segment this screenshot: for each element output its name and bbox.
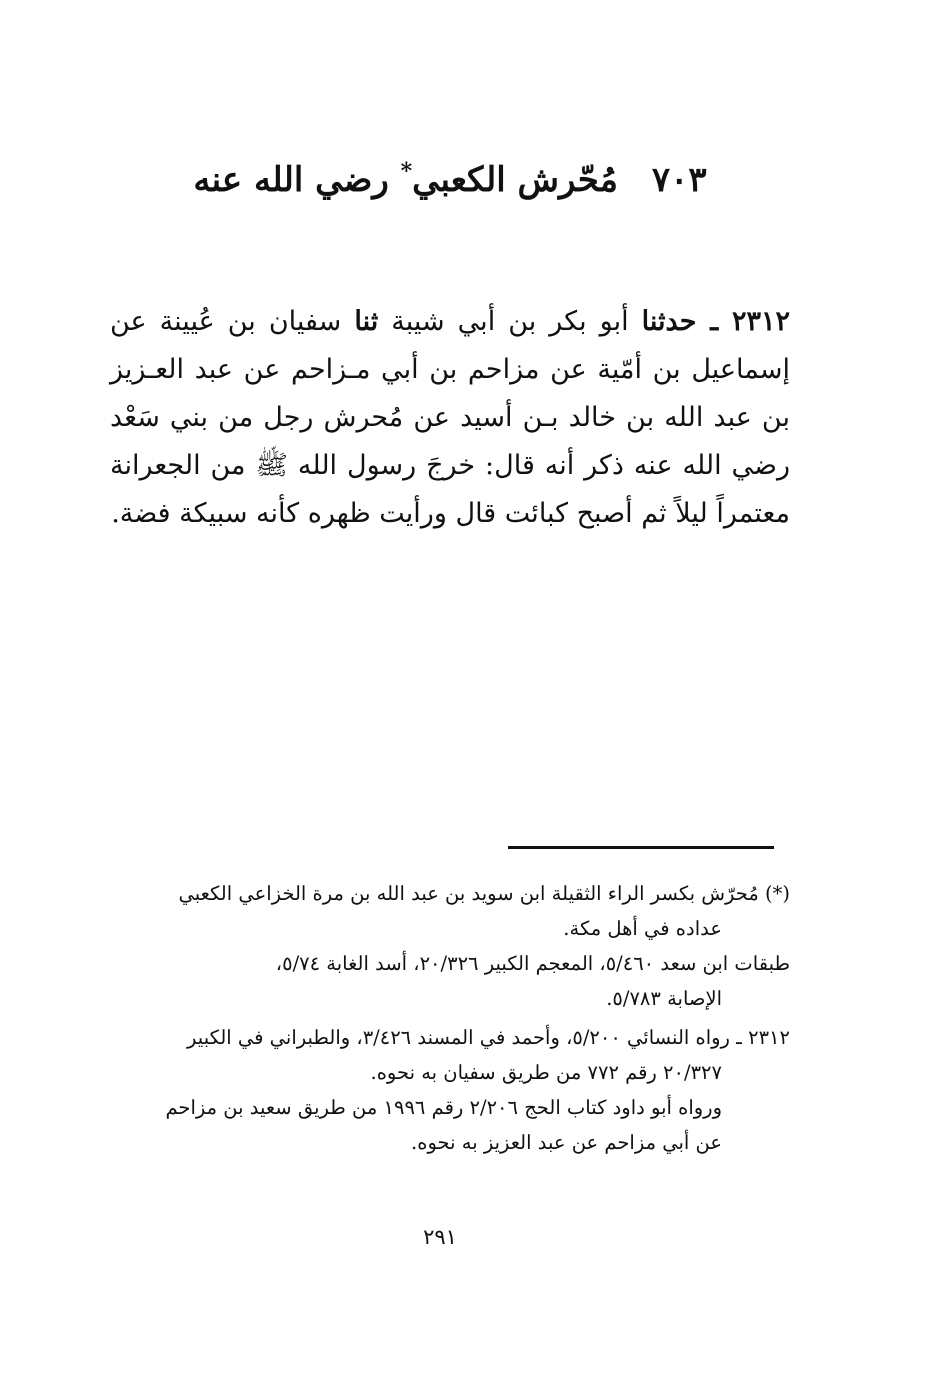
- chapter-title: مُحّرش الكعبي: [412, 160, 618, 200]
- footnote-star-sources-line2: الإصابة ٥/٧٨٣.: [606, 987, 722, 1010]
- hadith-text: [110, 298, 790, 538]
- footnote-hadith-line4: عن أبي مزاحم عن عبد العزيز به نحوه.: [411, 1131, 722, 1154]
- footnote-hadith-line1: ٢٣١٢ ـ رواه النسائي ٥/٢٠٠، وأحمد في المسند ٣/٤٢٦، والطبراني في الكبير: [187, 1026, 790, 1049]
- footnote-star-sources: [110, 946, 790, 1016]
- footnote-star-line1: مُحرّش بكسر الراء الثقيلة ابن سويد بن عبد الله بن مرة الخزاعي الكعبي: [178, 882, 759, 905]
- footnote-star-marker: (*): [765, 882, 790, 905]
- footnote-hadith: [110, 1020, 790, 1160]
- footnote-hadith-line2: ٢٠/٣٢٧ رقم ٧٧٢ من طريق سفيان به نحوه.: [370, 1061, 722, 1084]
- hadith-bold-word: ثنا: [354, 306, 379, 337]
- footnote-star: [110, 876, 790, 946]
- hadith-number: ٢٣١٢ ـ حدثنا: [641, 306, 791, 337]
- footnote-divider: [508, 846, 774, 849]
- footnote-marker: *: [400, 158, 413, 185]
- footnote-star-line2: عداده في أهل مكة.: [563, 917, 722, 940]
- footnote-hadith-line3: ورواه أبو داود كتاب الحج ٢/٢٠٦ رقم ١٩٩٦ من طريق سعيد بن مزاحم: [165, 1096, 722, 1119]
- page-number: ٢٩١: [423, 1225, 457, 1249]
- hadith-text-part-a: أبو بكر بن أبي شيبة: [391, 306, 629, 337]
- chapter-title-suffix: رضي الله عنه: [193, 160, 389, 200]
- footnote-star-sources-line1: طبقات ابن سعد ٥/٤٦٠، المعجم الكبير ٢٠/٣٢٦، أسد الغابة ٥/٧٤،: [275, 952, 790, 975]
- chapter-heading: [110, 150, 790, 210]
- footnotes: [110, 876, 790, 1160]
- chapter-number: ٧٠٣: [651, 160, 707, 200]
- hadith-text-part-b: سفيان بن عُيينة عن إسماعيل بن أمّية عن مزاحم بن أبي مـزاحم عن عبد العـزيز بن عبد الله بن خالد بـن أسيد عن مُحرش رجل من بني سَعْد رضي الله عنه ذكر أنه قال: خرجَ رسول الله ﷺ من الجعرانة معتمراً ليلاً ثم أصبح كبائت قال ورأيت ظهره كأنه سبيكة فضة.: [110, 306, 790, 529]
